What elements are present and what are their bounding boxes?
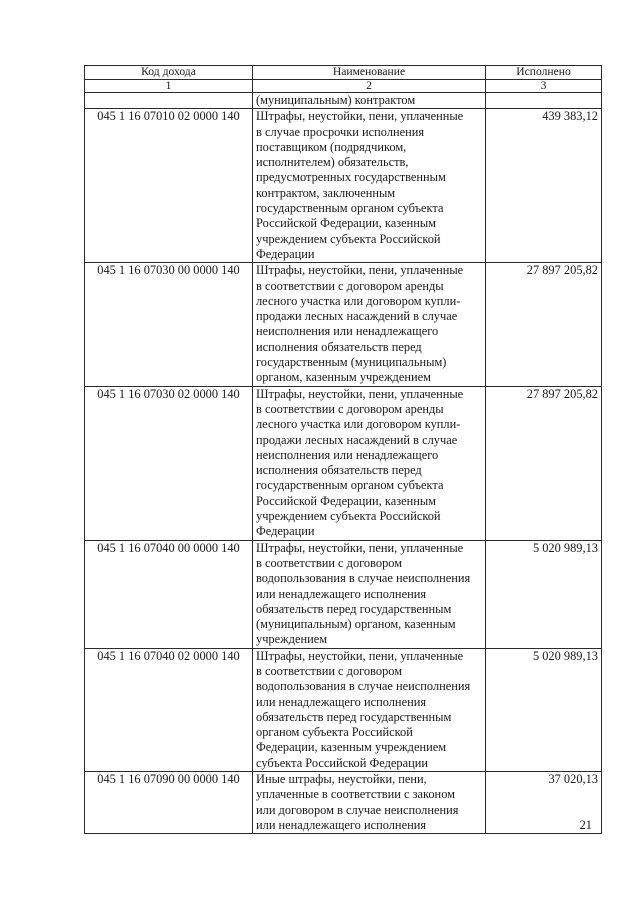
column-number-3: 3 [486,79,602,93]
income-name-line: Российской Федерации, казенным [256,493,437,508]
income-name-cell [253,386,486,540]
income-name-line: предусмотренных государственным [256,170,446,185]
executed-amount-cell: 27 897 205,82 [486,263,602,386]
income-name-line: в случае просрочки исполнения [256,124,425,139]
income-name-line: учреждением субъекта Российской [256,509,441,524]
income-name-line: учреждением субъекта Российской [256,231,441,246]
income-name-line: поставщиком (подрядчиком, [256,139,407,154]
income-name-line: (муниципальным) органом, казенным [256,617,456,632]
table-row [85,263,602,386]
executed-amount-cell: 5 020 989,13 [486,540,602,648]
income-name-line: Федерации [256,246,315,261]
executed-amount-cell: 37 020,13 [486,772,602,834]
income-code-cell: 045 1 16 07010 02 0000 140 [85,109,253,263]
continuation-code-cell [85,93,253,109]
income-name-line: Штрафы, неустойки, пени, уплаченные [256,109,464,124]
income-name-line: лесного участка или договором купли- [256,417,461,432]
income-name-line: исполнителем) обязательств, [256,155,409,170]
income-name-line: исполнения обязательств перед [256,339,422,354]
table-row [85,386,602,540]
executed-amount-cell: 439 383,12 [486,109,602,263]
income-name-line: контрактом, заключенным [256,185,396,200]
income-name-line: исполнения обязательств перед [256,463,422,478]
table-row [85,540,602,648]
income-code-cell: 045 1 16 07030 02 0000 140 [85,386,253,540]
revenue-table [84,65,602,834]
continuation-name-cell: (муниципальным) контрактом [253,93,486,109]
income-name-line: субъекта Российской Федерации [256,755,428,770]
income-code-cell: 045 1 16 07040 02 0000 140 [85,648,253,771]
income-name-line: или ненадлежащего исполнения [256,817,427,832]
column-number-1: 1 [85,79,253,93]
income-name-line: уплаченные в соответствии с законом [256,787,455,802]
income-name-line: Штрафы, неустойки, пени, уплаченные [256,263,464,278]
column-number-2: 2 [253,79,486,93]
income-name-line: в соответствии с договором [256,555,403,570]
income-name-line: неисполнения или ненадлежащего [256,324,439,339]
income-name-line: водопользования в случае неисполнения [256,571,471,586]
income-name-line: продажи лесных насаждений в случае [256,432,458,447]
income-code-cell: 045 1 16 07090 00 0000 140 [85,772,253,834]
income-name-line: органом субъекта Российской [256,725,413,740]
income-name-cell [253,263,486,386]
header-income-code: Код дохода [85,66,253,80]
income-name-line: обязательств перед государственным [256,601,452,616]
income-name-line: Штрафы, неустойки, пени, уплаченные [256,386,464,401]
income-code-cell: 045 1 16 07030 00 0000 140 [85,263,253,386]
table-row-continuation [85,93,602,109]
table-row [85,109,602,263]
income-name-line: Федерации, казенным учреждением [256,740,447,755]
executed-amount-cell: 27 897 205,82 [486,386,602,540]
income-name-line: Штрафы, неустойки, пени, уплаченные [256,540,464,555]
executed-amount-cell: 5 020 989,13 [486,648,602,771]
table-row [85,648,602,771]
income-name-line: Иные штрафы, неустойки, пени, [256,772,427,787]
income-name-line: Федерации [256,524,315,539]
income-name-line: водопользования в случае неисполнения [256,679,471,694]
page-number: 21 [579,818,592,832]
income-name-line: Российской Федерации, казенным [256,216,437,231]
header-executed: Исполнено [486,66,602,80]
income-name-cell [253,540,486,648]
income-name-line: государственным (муниципальным) [256,355,447,370]
income-name-line: в соответствии с договором [256,663,403,678]
income-name-cell [253,772,486,834]
income-name-cell [253,109,486,263]
income-name-line: обязательств перед государственным [256,709,452,724]
income-name-line: или ненадлежащего исполнения [256,694,427,709]
income-name-line: государственным органом субъекта [256,478,444,493]
income-name-line: Штрафы, неустойки, пени, уплаченные [256,648,464,663]
continuation-amount-cell [486,93,602,109]
table-column-numbers-row [85,79,602,93]
income-name-line: государственным органом субъекта [256,201,444,216]
income-name-line: органом, казенным учреждением [256,370,431,385]
income-name-line: в соответствии с договором аренды [256,278,444,293]
income-name-line: лесного участка или договором купли- [256,293,461,308]
table-row [85,772,602,834]
income-name-line: неисполнения или ненадлежащего [256,447,439,462]
income-name-line: или договором в случае неисполнения [256,802,459,817]
income-name-line: продажи лесных насаждений в случае [256,309,458,324]
header-name: Наименование [253,66,486,80]
income-name-line: учреждением [256,632,328,647]
income-name-cell [253,648,486,771]
income-name-line: в соответствии с договором аренды [256,401,444,416]
income-code-cell: 045 1 16 07040 00 0000 140 [85,540,253,648]
income-name-line: или ненадлежащего исполнения [256,586,427,601]
table-header-row [85,66,602,80]
